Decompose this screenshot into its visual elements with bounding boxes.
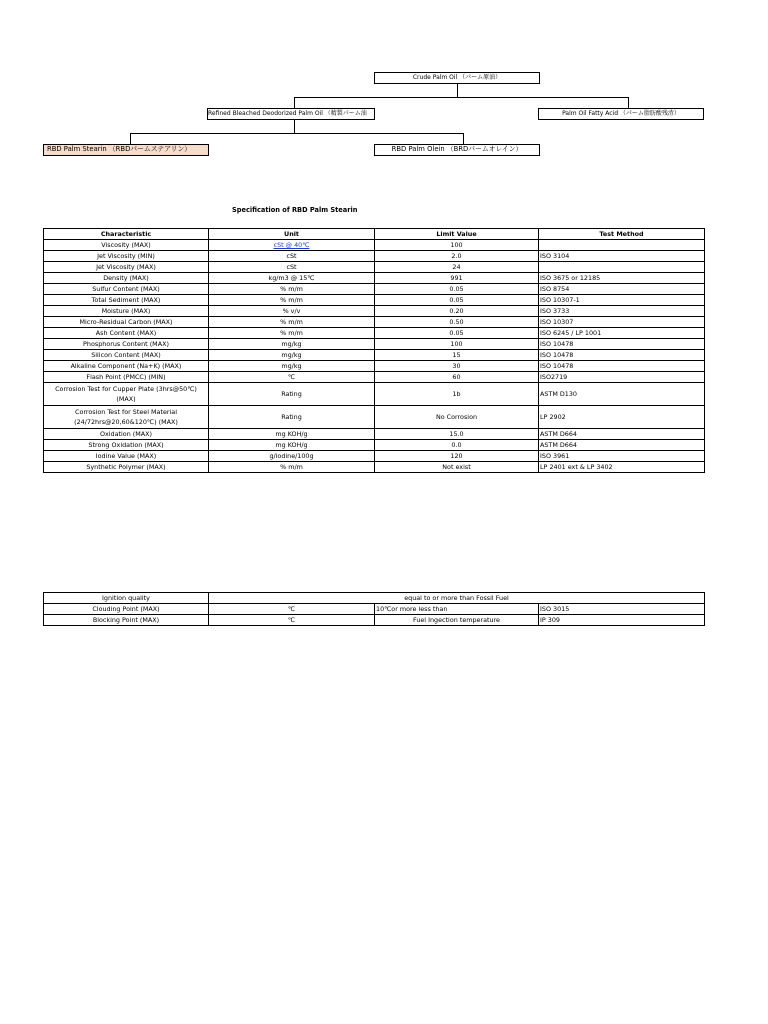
- table-header-row: [44, 229, 705, 240]
- cell-method: LP 2401 ext & LP 3402: [539, 462, 705, 473]
- cell-method: ISO 3733: [539, 306, 705, 317]
- cell-method: LP 2902: [539, 406, 705, 429]
- cell-characteristic: Corrosion Test for Cupper Plate (3hrs@50℃) (MAX): [44, 383, 209, 406]
- cell-unit: cSt: [209, 262, 375, 273]
- cell-unit: % m/m: [209, 284, 375, 295]
- cell-method: ISO 3015: [539, 604, 705, 615]
- cell-characteristic: Flash Point (PMCC) (MIN): [44, 372, 209, 383]
- cell-limit: 991: [375, 273, 539, 284]
- cell-unit: mg KOH/g: [209, 429, 375, 440]
- cell-unit: ℃: [209, 372, 375, 383]
- unit-link[interactable]: cSt @ 40℃: [273, 241, 310, 249]
- table-row: [44, 383, 705, 406]
- header-method: Test Method: [539, 229, 705, 240]
- cell-unit: Rating: [209, 383, 375, 406]
- cell-unit: kg/m3 @ 15℃: [209, 273, 375, 284]
- cell-characteristic: Ignition quality: [44, 593, 209, 604]
- table-row: [44, 306, 705, 317]
- table-row: [44, 440, 705, 451]
- cell-unit: cSt: [209, 251, 375, 262]
- cell-limit: 0.05: [375, 295, 539, 306]
- header-limit: Limit Value: [375, 229, 539, 240]
- table-row: [44, 372, 705, 383]
- cell-limit: 0.05: [375, 284, 539, 295]
- cell-limit: Not exist: [375, 462, 539, 473]
- cell-characteristic: Synthetic Polymer (MAX): [44, 462, 209, 473]
- cell-unit: % m/m: [209, 462, 375, 473]
- header-unit: Unit: [209, 229, 375, 240]
- cell-limit: 1b: [375, 383, 539, 406]
- cell-characteristic: Moisture (MAX): [44, 306, 209, 317]
- cell-characteristic: Jet Viscosity (MIN): [44, 251, 209, 262]
- cell-method: ASTM D664: [539, 440, 705, 451]
- table-row: [44, 350, 705, 361]
- cell-characteristic: Strong Oxidation (MAX): [44, 440, 209, 451]
- rbd-palm-stearin-box: RBD Palm Stearin （RBDパームステアリン）: [43, 144, 209, 156]
- cell-limit: Fuel Ingection temperature: [375, 615, 539, 626]
- table-row: [44, 339, 705, 350]
- cell-unit: Rating: [209, 406, 375, 429]
- cell-limit: 0.05: [375, 328, 539, 339]
- cell-characteristic: Silicon Content (MAX): [44, 350, 209, 361]
- cell-method: [539, 262, 705, 273]
- connector: [463, 133, 464, 144]
- spec-table: [43, 228, 705, 473]
- cell-method: ASTM D664: [539, 429, 705, 440]
- cell-limit: 2.0: [375, 251, 539, 262]
- cell-limit: 120: [375, 451, 539, 462]
- cell-limit: 0.0: [375, 440, 539, 451]
- table-row: [44, 273, 705, 284]
- cell-characteristic: Ash Content (MAX): [44, 328, 209, 339]
- cell-method: ISO 10307-1: [539, 295, 705, 306]
- cell-unit: % m/m: [209, 317, 375, 328]
- cell-characteristic: Micro-Residual Carbon (MAX): [44, 317, 209, 328]
- table-row: [44, 262, 705, 273]
- cell-limit: 24: [375, 262, 539, 273]
- cell-characteristic: Iodine Value (MAX): [44, 451, 209, 462]
- connector: [130, 133, 464, 134]
- table-row: [44, 240, 705, 251]
- cell-limit: 60: [375, 372, 539, 383]
- cell-method: ASTM D130: [539, 383, 705, 406]
- cell-method: ISO 3961: [539, 451, 705, 462]
- rbd-palm-olein-box: RBD Palm Olein （BRDパームオレイン）: [374, 144, 540, 156]
- cell-ignition-value: equal to or more than Fossil Fuel: [209, 593, 705, 604]
- connector: [294, 97, 629, 98]
- table-row: [44, 317, 705, 328]
- table-row: [44, 593, 705, 604]
- cell-unit: % v/v: [209, 306, 375, 317]
- table-row: [44, 615, 705, 626]
- palm-fatty-acid-box: Palm Oil Fatty Acid （パーム脂肪酸残渣）: [538, 108, 704, 120]
- table-row: [44, 295, 705, 306]
- cell-method: [539, 240, 705, 251]
- cell-limit: 0.50: [375, 317, 539, 328]
- cell-characteristic: Oxidation (MAX): [44, 429, 209, 440]
- cell-method: ISO 3675 or 12185: [539, 273, 705, 284]
- cell-unit: mg/kg: [209, 350, 375, 361]
- cell-limit: 15.0: [375, 429, 539, 440]
- cell-unit: ℃: [209, 604, 375, 615]
- cell-method: IP 309: [539, 615, 705, 626]
- cell-characteristic: Total Sediment (MAX): [44, 295, 209, 306]
- spec-title: Specification of RBD Palm Stearin: [232, 206, 358, 214]
- cell-method: ISO 10478: [539, 361, 705, 372]
- extra-properties-table: [43, 592, 705, 626]
- cell-method: ISO 10307: [539, 317, 705, 328]
- refined-palm-oil-box: Refined Bleached Deodorized Palm Oil （精製パーム油: [207, 108, 375, 120]
- cell-characteristic: Viscosity (MAX): [44, 240, 209, 251]
- table-row: [44, 429, 705, 440]
- table-row: [44, 406, 705, 429]
- cell-method: ISO 10478: [539, 350, 705, 361]
- cell-characteristic: Density (MAX): [44, 273, 209, 284]
- cell-unit: % m/m: [209, 328, 375, 339]
- table-row: [44, 361, 705, 372]
- cell-unit: % m/m: [209, 295, 375, 306]
- cell-limit: No Corrosion: [375, 406, 539, 429]
- connector: [130, 133, 131, 144]
- cell-limit: 15: [375, 350, 539, 361]
- table-row: [44, 328, 705, 339]
- cell-characteristic: Alkaline Component (Na+K) (MAX): [44, 361, 209, 372]
- cell-limit: 10℃or more less than: [375, 604, 539, 615]
- table-row: [44, 284, 705, 295]
- cell-unit[interactable]: [209, 240, 375, 251]
- cell-method: ISO 8754: [539, 284, 705, 295]
- cell-characteristic: Sulfur Content (MAX): [44, 284, 209, 295]
- cell-characteristic: Corrosion Test for Steel Material (24/72hrs@20,60&120℃) (MAX): [44, 406, 209, 429]
- cell-method: ISO 6245 / LP 1001: [539, 328, 705, 339]
- cell-unit: g/iodine/100g: [209, 451, 375, 462]
- connector: [457, 84, 458, 97]
- cell-method: ISO 3104: [539, 251, 705, 262]
- cell-characteristic: Clouding Point (MAX): [44, 604, 209, 615]
- cell-unit: mg/kg: [209, 361, 375, 372]
- connector: [294, 120, 295, 133]
- cell-characteristic: Phosphorus Content (MAX): [44, 339, 209, 350]
- cell-limit: 30: [375, 361, 539, 372]
- cell-unit: ℃: [209, 615, 375, 626]
- crude-palm-oil-box: Crude Palm Oil （パーム原油）: [374, 72, 540, 84]
- cell-method: ISO2719: [539, 372, 705, 383]
- cell-characteristic: Blocking Point (MAX): [44, 615, 209, 626]
- table-row: [44, 451, 705, 462]
- table-row: [44, 462, 705, 473]
- cell-method: ISO 10478: [539, 339, 705, 350]
- cell-limit: 100: [375, 240, 539, 251]
- cell-limit: 0.20: [375, 306, 539, 317]
- header-characteristic: Characteristic: [44, 229, 209, 240]
- cell-limit: 100: [375, 339, 539, 350]
- table-row: [44, 251, 705, 262]
- cell-unit: mg KOH/g: [209, 440, 375, 451]
- table-row: [44, 604, 705, 615]
- cell-characteristic: Jet Viscosity (MAX): [44, 262, 209, 273]
- cell-unit: mg/kg: [209, 339, 375, 350]
